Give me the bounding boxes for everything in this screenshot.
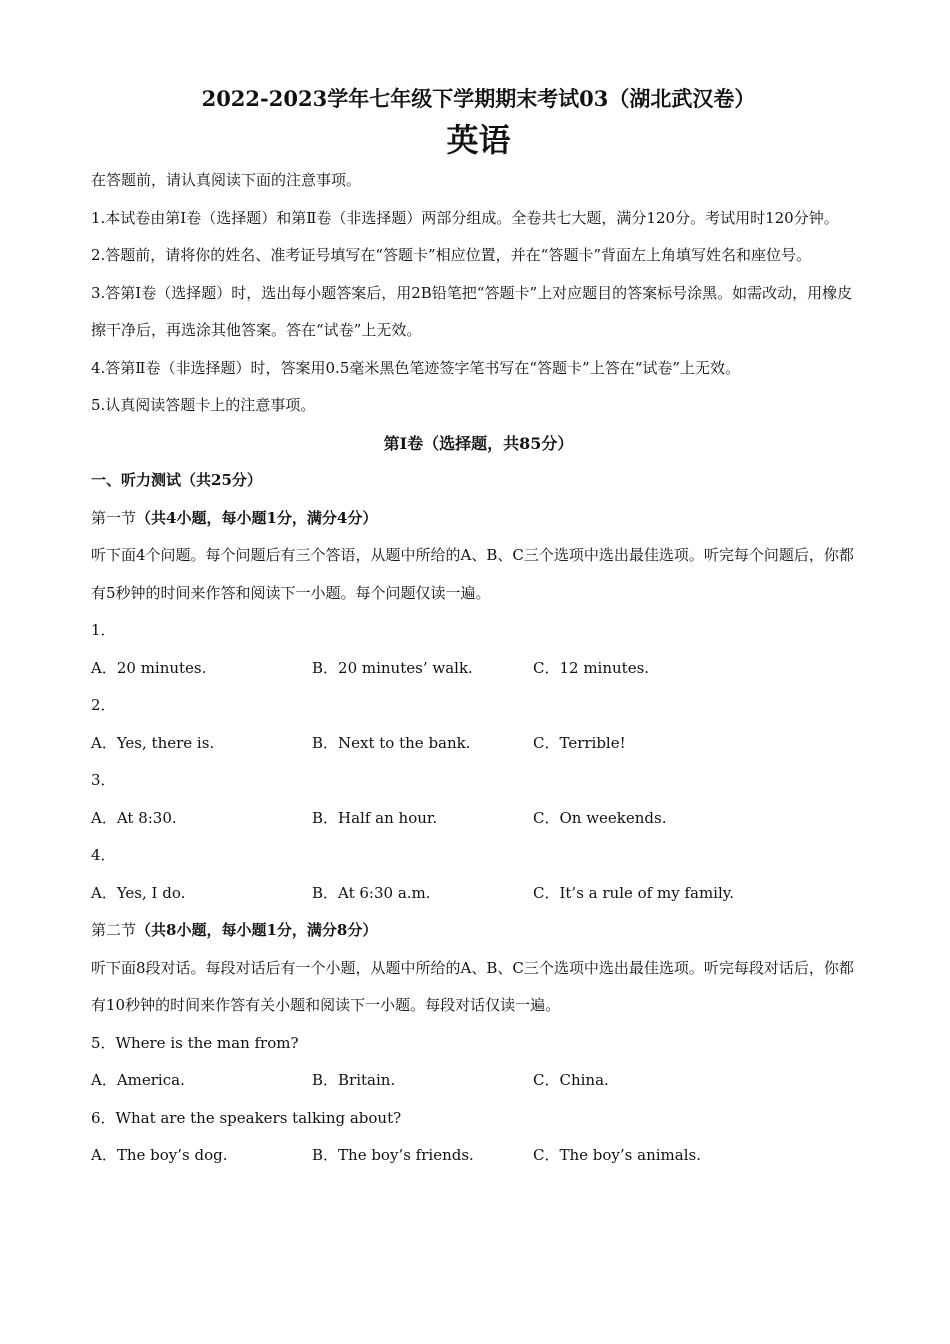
question-options xyxy=(91,650,866,688)
option-c: C．Terrible! xyxy=(533,733,626,752)
sub1-heading-detail: （共4小题，每小题1分，满分4分） xyxy=(136,508,378,527)
question-stem: 6．What are the speakers talking about? xyxy=(91,1108,402,1127)
option-a: A．At 8:30. xyxy=(91,808,177,827)
option-c: C．China. xyxy=(533,1071,609,1089)
option-a: A．Yes, I do. xyxy=(91,883,186,902)
notice-item-2: 2.答题前，请将你的姓名、准考证号填写在“答题卡”相应位置，并在“答题卡”背面左上角填写姓名和座位号。 xyxy=(91,246,811,264)
notice-item-5: 5.认真阅读答题卡上的注意事项。 xyxy=(91,396,316,414)
notice-intro: 在答题前，请认真阅读下面的注意事项。 xyxy=(91,171,362,189)
option-b: B．20 minutes’ walk. xyxy=(312,658,473,677)
sub1-heading xyxy=(91,500,866,538)
question-options xyxy=(91,1137,866,1175)
option-b: B．The boy’s friends. xyxy=(312,1146,474,1164)
option-c: C．It’s a rule of my family. xyxy=(533,883,735,902)
notice-item-3: 3.答第Ⅰ卷（选择题）时，选出每小题答案后，用2B铅笔把“答题卡”上对应题目的答案标号涂黑。如需改动，用橡皮擦干净后，再选涂其他答案。答在“试卷”上无效。 xyxy=(91,283,853,339)
question-options xyxy=(91,725,866,763)
option-b: B．At 6:30 a.m. xyxy=(312,883,431,902)
sub1-instructions: 听下面4个问题。每个问题后有三个答语，从题中所给的A、B、C三个选项中选出最佳选项。听完每个问题后，你都有5秒钟的时间来作答和阅读下一小题。每个问题仅读一遍。 xyxy=(91,546,854,602)
sub2-instructions: 听下面8段对话。每段对话后有一个小题，从题中所给的A、B、C三个选项中选出最佳选项。听完每段对话后，你都有10秒钟的时间来作答有关小题和阅读下一小题。每段对话仅读一遍。 xyxy=(91,958,854,1014)
option-a: A．Yes, there is. xyxy=(91,733,215,752)
exam-page xyxy=(91,80,866,1175)
question-number: 3． xyxy=(91,771,116,789)
question-number: 4． xyxy=(91,846,116,864)
question-options xyxy=(91,875,866,913)
listening-section-title: 一、听力测试（共25分） xyxy=(91,471,262,489)
option-a: A．The boy’s dog. xyxy=(91,1146,228,1164)
subject-title: 英语 xyxy=(446,121,511,159)
part1-heading: 第Ⅰ卷（选择题，共85分） xyxy=(383,433,574,453)
exam-title: 2022-2023学年七年级下学期期末考试03（湖北武汉卷） xyxy=(201,86,756,111)
question-options xyxy=(91,1062,866,1100)
option-a: A．America. xyxy=(91,1071,185,1089)
sub2-heading-prefix: 第二节 xyxy=(91,921,137,939)
question-number: 2． xyxy=(91,696,116,714)
notice-item-4: 4.答第Ⅱ卷（非选择题）时，答案用0.5毫米黑色笔迹签字笔书写在“答题卡”上答在“试卷”上无效。 xyxy=(91,358,741,377)
sub2-heading-detail: （共8小题，每小题1分，满分8分） xyxy=(136,921,378,939)
sub2-heading xyxy=(91,912,866,950)
notice-item-1: 1.本试卷由第Ⅰ卷（选择题）和第Ⅱ卷（非选择题）两部分组成。全卷共七大题，满分120分。考试用时120分钟。 xyxy=(91,208,839,227)
sub1-heading-prefix: 第一节 xyxy=(91,508,137,527)
question-stem: 5．Where is the man from? xyxy=(91,1033,299,1052)
question-options xyxy=(91,800,866,838)
option-b: B．Half an hour. xyxy=(312,808,438,827)
option-c: C．12 minutes. xyxy=(533,658,650,677)
option-a: A．20 minutes. xyxy=(91,658,207,677)
option-b: B．Next to the bank. xyxy=(312,733,471,752)
option-b: B．Britain. xyxy=(312,1071,396,1089)
option-c: C．On weekends. xyxy=(533,808,667,827)
option-c: C．The boy’s animals. xyxy=(533,1146,701,1164)
question-number: 1． xyxy=(91,621,116,639)
